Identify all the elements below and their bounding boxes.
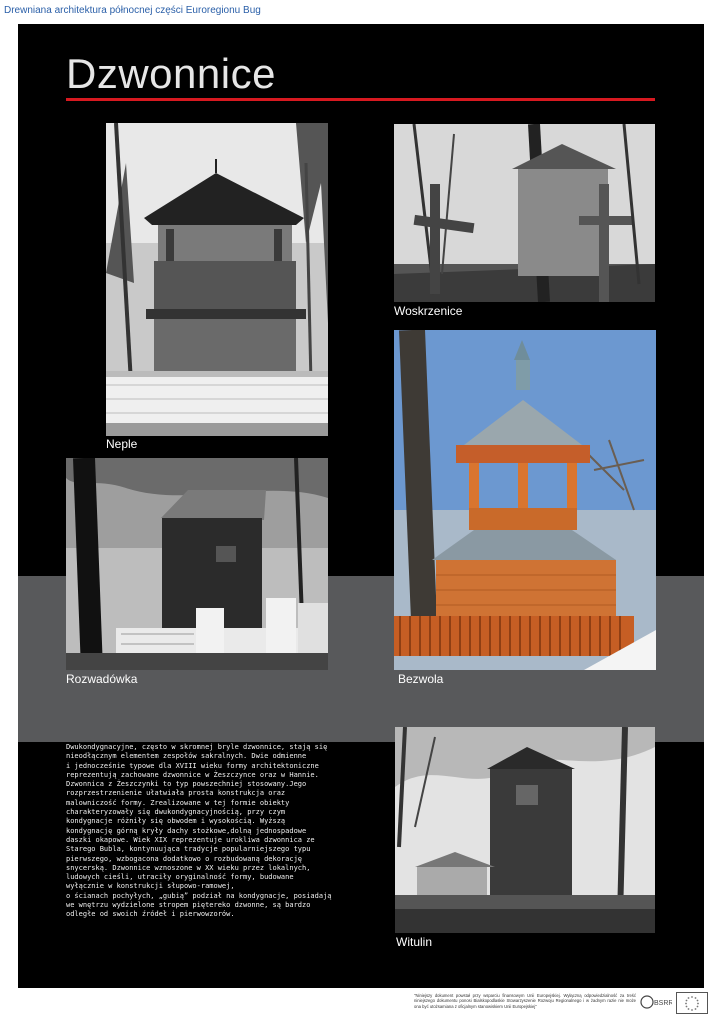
title-underline bbox=[66, 98, 655, 101]
caption-woskrzenice: Woskrzenice bbox=[394, 304, 463, 318]
description-text: Dwukondygnacyjne, często w skromnej bryle dzwonnice, stają się nieodłącznym elementem zespołów sakralnych. Dwie odmienne i jednocześnie typowe dla XVIII wieku formy architektoniczne reprezentują zachowane dzwonnice w Żeszczynce oraz w Hannie. Dzwonnica z Żeszczynki to typ powszechniej stosowany.Jego rozprzestrzenienie ułatwiała prosta konstrukcja oraz malowniczość formy. Zrealizowane w tej formie obiekty charakteryzowały się dwukondygnacyjnością, przy czym kondygnacje różniły się obwodem i wysokością. Wyższą kondygnację górną kryły dachy stożkowe,dolną jednospadowe daszki okapowe. Wiek XIX reprezentuje urokliwa dzwonnica ze Starego Bubla, kontynuująca tradycje popularniejszego typu pierwszego, wzbogacona dodatkowo o rozbudowaną dekorację snycerską. Dzwonnice wznoszone w XX wieku przez lokalnych, ludowych cieśli, utraciły oryginalność formy, budowane wyłącznie w konstrukcji słupowo-ramowej, o ścianach pochyłych, „gubią” podział na kondygnacje, posiadają we wnętrzu wydzielone stropem piętereko dzwonne, są bardzo odległe od swoich źródeł i pierwowzorów. bbox=[66, 743, 332, 919]
page-title: Dzwonnice bbox=[66, 50, 276, 97]
photo-woskrzenice bbox=[394, 124, 655, 302]
header-title: Drewniana architektura północnej części Euroregionu Bug bbox=[4, 5, 261, 16]
funding-disclaimer: "Niniejszy dokument powstał przy wsparciu finansowym Unii Europejskiej. Wyłączną odpowiedzialność za treść niniejszego dokumentu ponosi Bialskopodlaskie Stowarzyszenie Rozwoju Regionalnego i w żadnym razie nie może ona być utożsamiana z oficjalnym stanowiskiem Unii Europejskiej" bbox=[414, 993, 636, 1009]
bsrr-logo-text: BSRR bbox=[654, 1000, 672, 1007]
eu-flag-icon bbox=[676, 992, 708, 1014]
caption-witulin: Witulin bbox=[396, 935, 433, 949]
photo-neple bbox=[106, 123, 328, 436]
caption-neple: Neple bbox=[106, 437, 138, 451]
photo-bezwola bbox=[394, 330, 656, 670]
caption-rozwadowka: Rozwadówka bbox=[66, 672, 138, 686]
bsrr-logo bbox=[640, 992, 672, 1012]
photo-rozwadowka bbox=[66, 458, 328, 670]
poster-board bbox=[18, 24, 704, 988]
photo-witulin bbox=[395, 727, 655, 933]
caption-bezwola: Bezwola bbox=[398, 672, 444, 686]
